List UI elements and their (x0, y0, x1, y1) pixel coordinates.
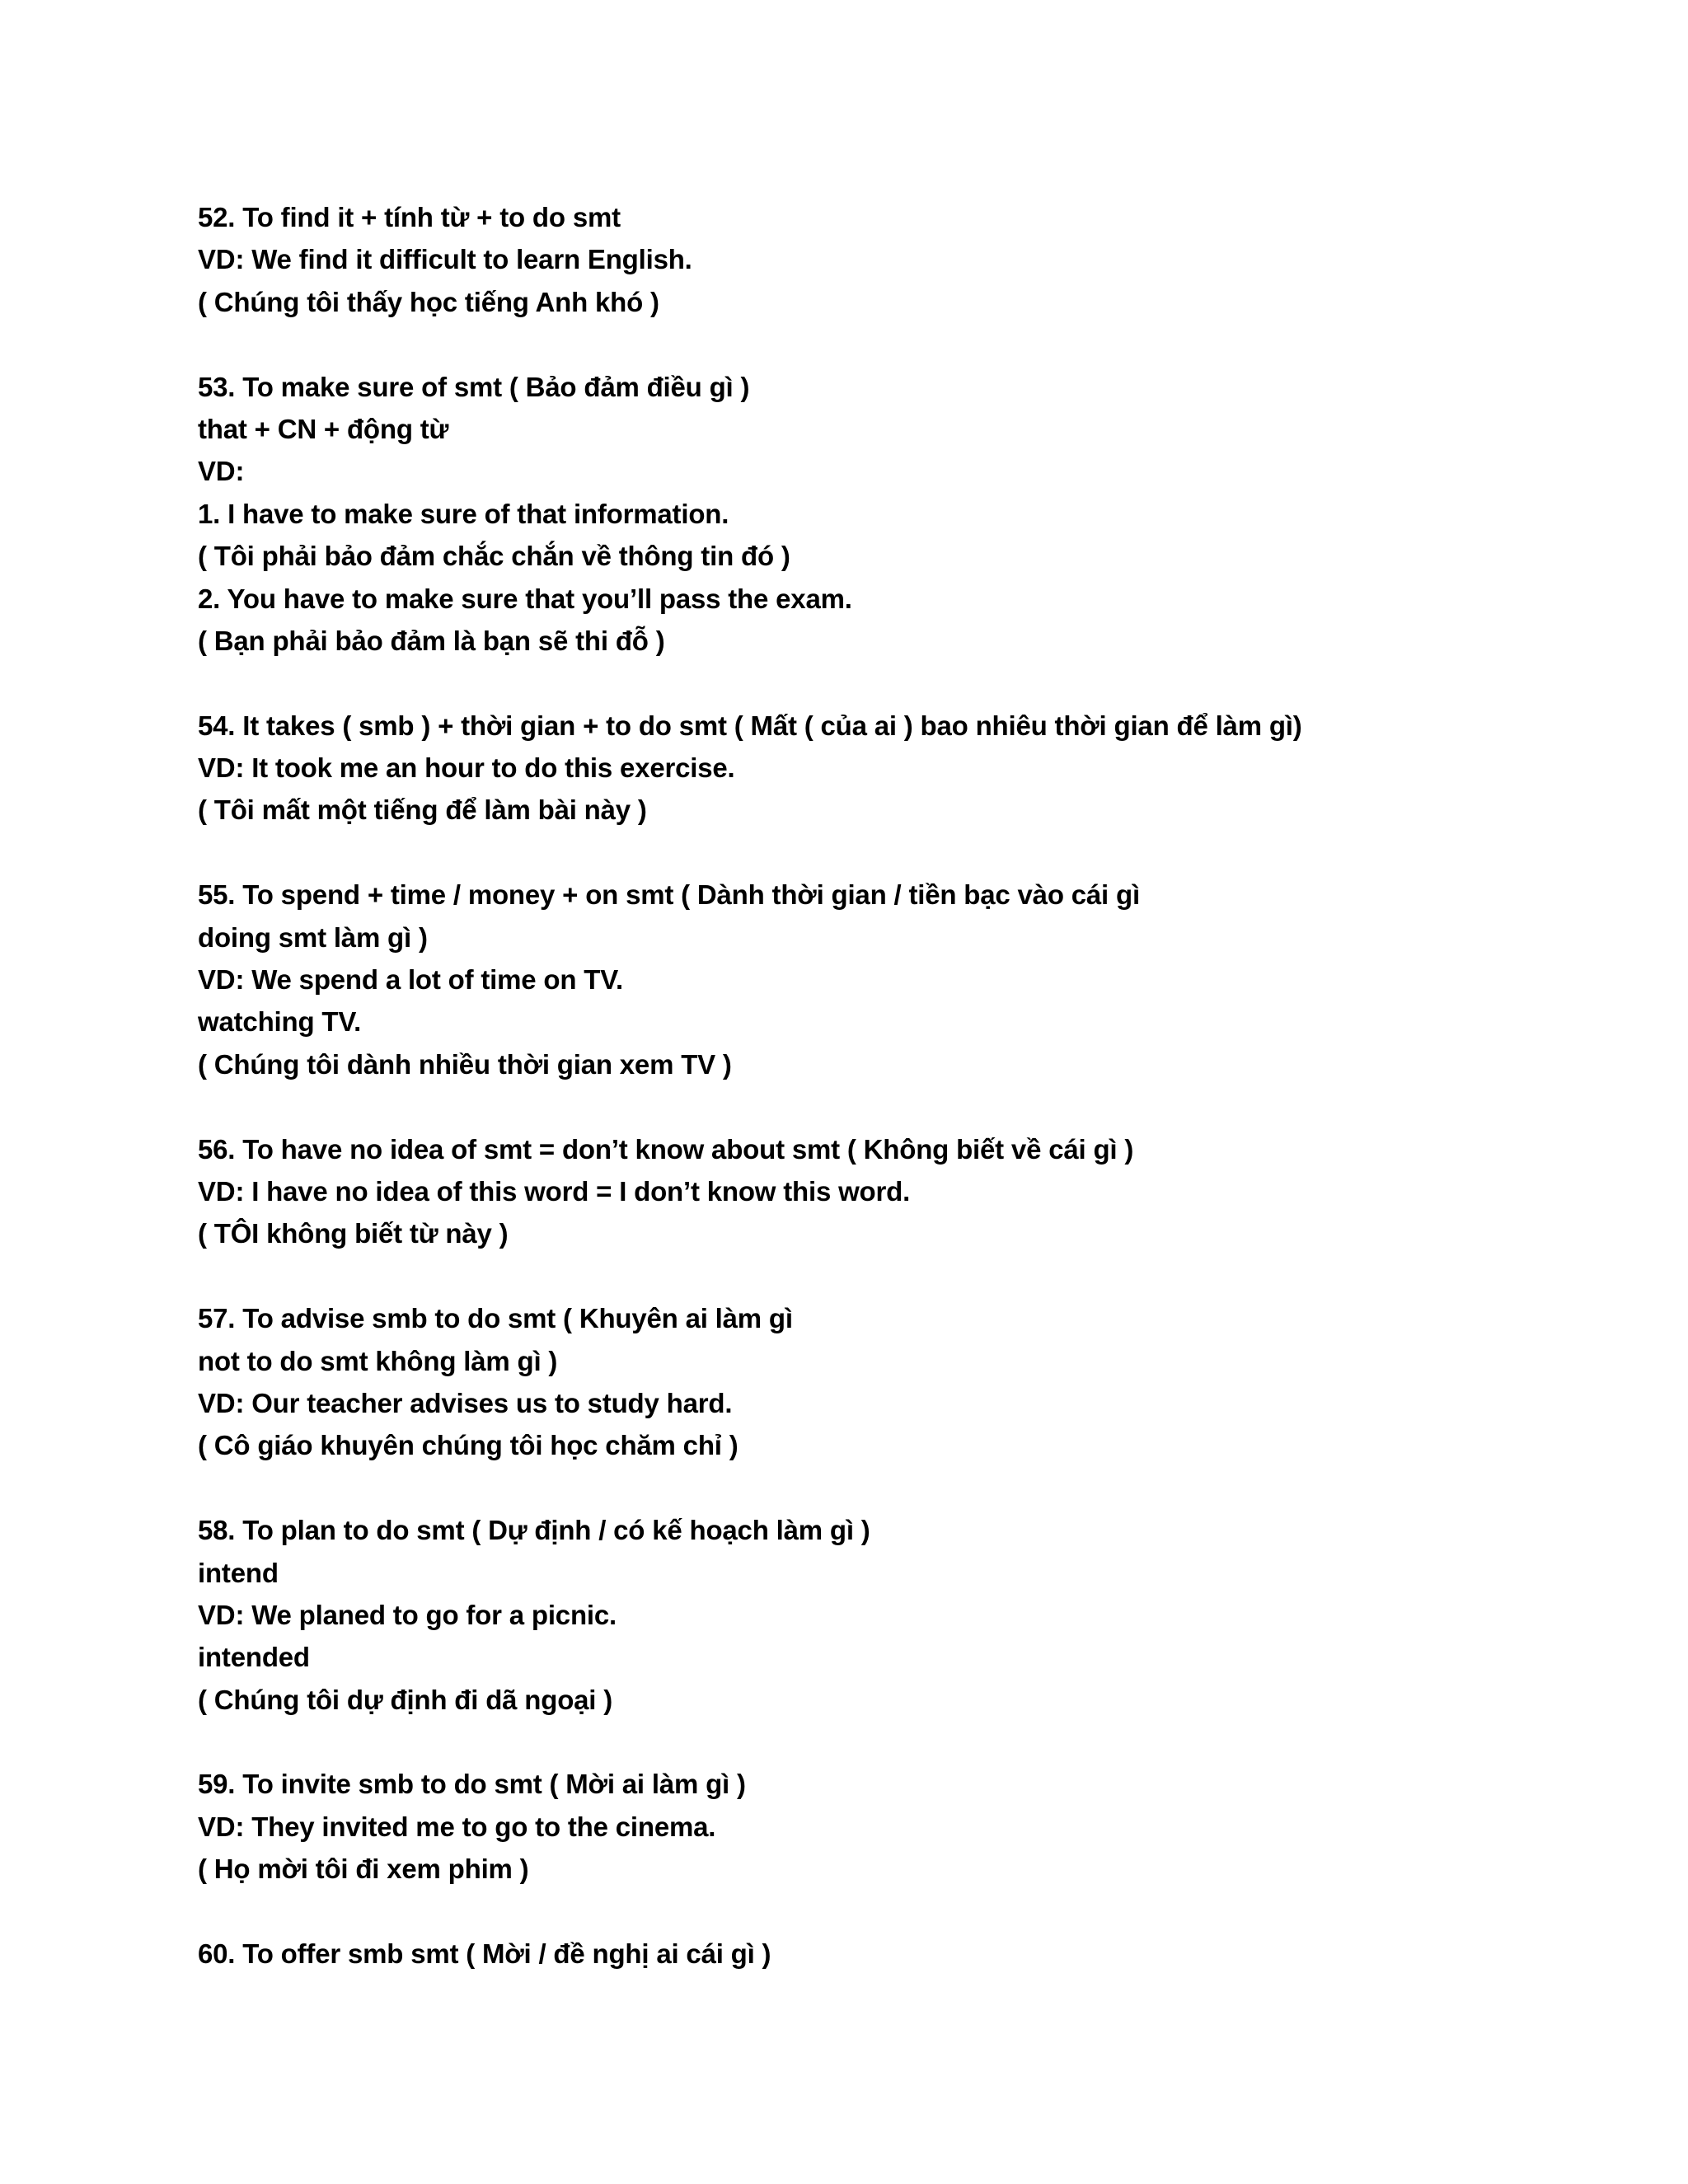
section-56 (198, 1128, 1648, 1255)
spacer (198, 1891, 1648, 1933)
translation-line: ( Bạn phải bảo đảm là bạn sẽ thi đỗ ) (198, 625, 665, 656)
example-line: VD: Our teacher advises us to study hard. (198, 1387, 733, 1418)
section-60 (198, 1933, 1648, 1975)
section-heading: 60. To offer smb smt ( Mời / đề nghị ai cái gì ) (198, 1938, 771, 1970)
structure-line: that + CN + động từ (198, 413, 449, 444)
example-line: VD: We find it difficult to learn English. (198, 244, 692, 275)
example-label: VD: (198, 456, 245, 487)
spacer (198, 323, 1648, 365)
section-heading: 57. To advise smb to do smt ( Khuyên ai làm gì (198, 1303, 793, 1334)
example-line: VD: We planed to go for a picnic. (198, 1599, 617, 1630)
spacer (198, 1467, 1648, 1509)
section-heading: 55. To spend + time / money + on smt ( Dành thời gian / tiền bạc vào cái gì (198, 879, 1140, 911)
translation-line: ( Tôi mất một tiếng để làm bài này ) (198, 794, 647, 826)
section-heading: 53. To make sure of smt ( Bảo đảm điều gì ) (198, 371, 750, 402)
section-heading: 52. To find it + tính từ + to do smt (198, 202, 621, 232)
example-line: VD: We spend a lot of time on TV. (198, 964, 623, 996)
spacer (198, 1255, 1648, 1297)
example-line: VD: I have no idea of this word = I don’t know this word. (198, 1175, 911, 1207)
example-line: 1. I have to make sure of that information. (198, 498, 729, 529)
section-58 (198, 1509, 1648, 1721)
translation-line: ( Họ mời tôi đi xem phim ) (198, 1854, 529, 1885)
section-57 (198, 1297, 1648, 1467)
translation-line: ( Chúng tôi thấy học tiếng Anh khó ) (198, 286, 659, 317)
translation-line: ( Tôi phải bảo đảm chắc chắn về thông tin đó ) (198, 541, 790, 572)
section-53 (198, 366, 1648, 663)
document-body (198, 196, 1648, 1975)
section-heading: 54. It takes ( smb ) + thời gian + to do smt ( Mất ( của ai ) bao nhiêu thời gian để làm gì) (198, 710, 1302, 741)
spacer (198, 832, 1648, 874)
translation-line: ( Chúng tôi dự định đi dã ngoại ) (198, 1684, 613, 1715)
section-52 (198, 196, 1648, 323)
example-line: VD: They invited me to go to the cinema. (198, 1811, 716, 1842)
alternative-line: watching TV. (198, 1006, 362, 1038)
spacer (198, 1085, 1648, 1127)
translation-line: ( TÔI không biết từ này ) (198, 1218, 509, 1249)
translation-line: ( Chúng tôi dành nhiều thời gian xem TV ) (198, 1048, 732, 1080)
example-line: VD: It took me an hour to do this exercise. (198, 752, 735, 784)
spacer (198, 662, 1648, 704)
alternative-line: intended (198, 1642, 310, 1673)
section-heading: 56. To have no idea of smt = don’t know about smt ( Không biết về cái gì ) (198, 1133, 1134, 1165)
example-line: 2. You have to make sure that you’ll pass the exam. (198, 583, 852, 614)
alternative-line: intend (198, 1557, 279, 1588)
section-heading: 58. To plan to do smt ( Dự định / có kế hoạch làm gì ) (198, 1515, 870, 1546)
section-59 (198, 1763, 1648, 1890)
section-heading: 59. To invite smb to do smt ( Mời ai làm gì ) (198, 1769, 746, 1800)
structure-line: not to do smt không làm gì ) (198, 1345, 558, 1376)
section-55 (198, 874, 1648, 1085)
spacer (198, 1721, 1648, 1763)
structure-line: doing smt làm gì ) (198, 921, 428, 953)
translation-line: ( Cô giáo khuyên chúng tôi học chăm chỉ ) (198, 1430, 738, 1461)
section-54 (198, 705, 1648, 832)
